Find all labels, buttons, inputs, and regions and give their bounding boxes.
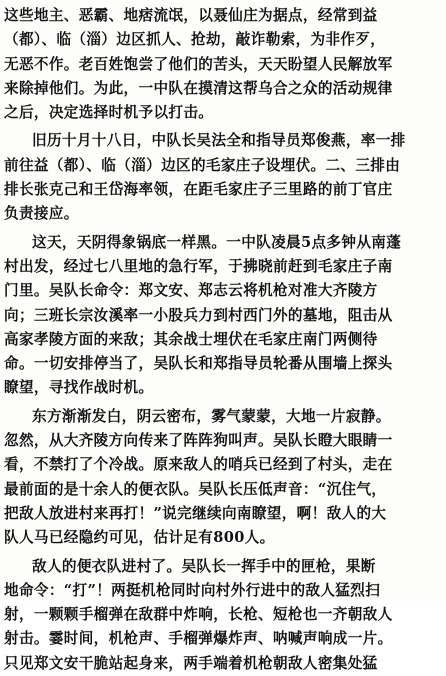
text-line: 来除掉他们。为此，一中队在摸清这帮乌合之众的活动规律 — [4, 79, 393, 97]
text-line: 地命令：“打”！两挺机枪同时向村外行进中的敌人猛烈扫 — [4, 581, 381, 599]
text-line: 东方渐渐发白，阴云密布，雾气蒙蒙，大地一片寂静。 — [32, 407, 391, 425]
text-line: 向；三班长宗汝溪率一小股兵力到村西门外的墓地，阻击从 — [4, 306, 393, 324]
text-line: 高家孝陵方面的来敌；其余战士埋伏在毛家庄南门两侧待 — [4, 330, 378, 348]
paragraph-4 — [4, 405, 438, 551]
paragraph-3 — [4, 231, 438, 401]
text-line: 射击。霎时间，机枪声、手榴弹爆炸声、呐喊声响成一片。 — [4, 630, 393, 648]
text-line: 无恶不作。老百姓饱尝了他们的苦头，天天盼望人民解放军 — [4, 55, 393, 73]
text-line: 忽然，从大齐陵方向传来了阵阵狗叫声。吴队长瞪大眼睛一 — [4, 432, 393, 450]
text-line: 这些地主、恶霸、地痞流氓，以聂仙庄为据点，经常到益 — [4, 7, 378, 24]
text-line: （都）、临（淄）边区抓人、抢劫，敲诈勒索，为非作歹， — [4, 31, 386, 49]
text-line: 旧历十月十八日，中队长吴法全和指导员郑俊燕，率一排 — [32, 132, 406, 150]
text-line: 射，一颗颗手榴弹在敌群中炸响，长枪、短枪也一齐朝敌人 — [4, 606, 393, 624]
text-line: 前往益（都）、临（淄）边区的毛家庄子设埋伏。二、三排由 — [4, 156, 401, 174]
paragraph-2 — [4, 129, 438, 226]
paragraph-1 — [4, 4, 438, 125]
text-line: 命。一切安排停当了，吴队长和郑指导员轮番从围墙上探头 — [4, 355, 393, 373]
text-line: 村出发，经过七八里地的急行军，于拂晓前赶到毛家庄子南 — [4, 257, 393, 275]
text-line: 只见郑文安干脆站起身来，两手端着机枪朝敌人密集处猛 — [4, 654, 378, 672]
text-line: 之后，决定选择时机予以打击。 — [4, 104, 214, 122]
text-line: 门里。吴队长命令：郑文安、郑志云将机枪对准大齐陵方 — [4, 282, 378, 300]
text-line: 排长张克己和王岱海率领，在距毛家庄子三里路的前丁官庄 — [4, 181, 393, 199]
text-line: 看，不禁打了个冷战。原来敌人的哨兵已经到了村头，走在 — [4, 456, 393, 474]
text-line: 敌人的便衣队进村了。吴队长一挥手中的匣枪，果断 — [32, 557, 376, 575]
paragraph-5 — [4, 555, 438, 676]
text-line: 队人马已经隐约可见，估计足有800人。 — [4, 529, 275, 547]
text-line: 负责接应。 — [4, 205, 79, 223]
text-line: 这天，天阴得象锅底一样黑。一中队凌晨5点多钟从南蓬 — [32, 233, 402, 251]
text-line: 瞭望，寻找作战时机。 — [4, 379, 154, 397]
text-line: 最前面的是十余人的便衣队。吴队长压低声音：“沉住气， — [4, 480, 387, 498]
text-line: 把敌人放进村来再打！”说完继续向南瞭望，啊！敌人的大 — [4, 504, 387, 522]
